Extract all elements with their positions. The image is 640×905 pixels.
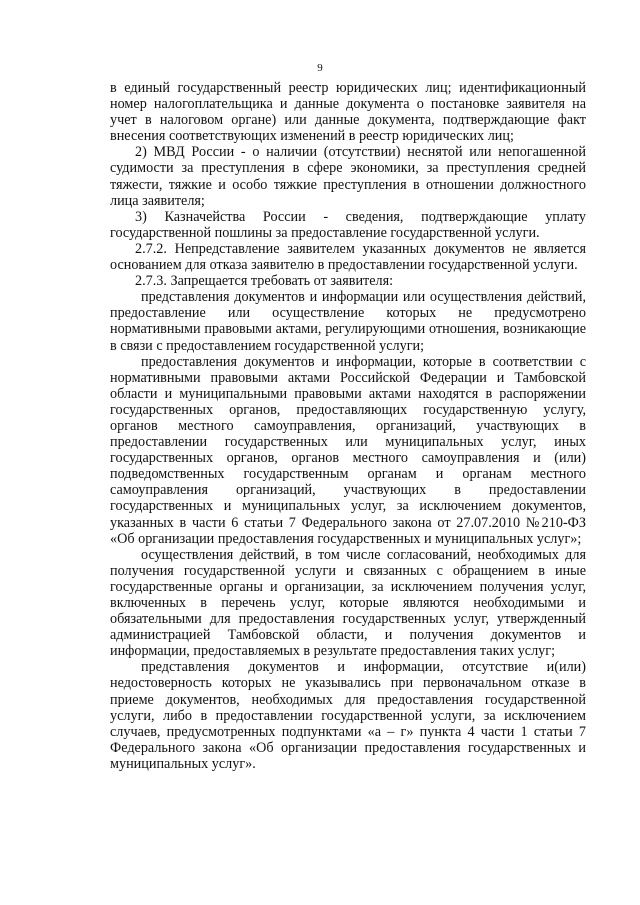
paragraph-prohibition-1: представления документов и информации или осуществления действий, предоставление или осуществление которых не предусмотрено нормативными правовыми актами, регулирующими отношения, возникающие в связи с предоставлением государственной услуги; bbox=[110, 289, 586, 354]
page-number: 9 bbox=[317, 62, 323, 74]
paragraph-prohibition-3: осуществления действий, в том числе согласований, необходимых для получения государственной услуги и связанных с обращением в иные государственные органы и организации, за исключением получения услуг, включенных в перечень услуг, которые являются необходимыми и обязательными для предоставления государственных услуг, утвержденный администрацией Тамбовской области, и получения документов и информации, предоставляемых в результате предоставления таких услуг; bbox=[110, 546, 586, 660]
paragraph-registry-data: в единый государственный реестр юридических лиц; идентификационный номер налогоплательщика и данные документа о постановке заявителя на учет в налоговом органе) или данные документа, подтверждающие факт внесения соответствующих изменений в реестр юридических лиц; bbox=[110, 80, 586, 145]
paragraph-prohibition-2: предоставления документов и информации, которые в соответствии с нормативными правовыми актами Российской Федерации и Тамбовской области и муниципальными правовыми актами находятся в распоряжении государственных органов, предоставляющих государственную услугу, органов местного самоуправления, организаций, участвующих в предоставлении государственных или муниципальных услуг, иных государственных органов, органов местного самоуправления и (или) подведомственных государственным органам и органам местного самоуправления организаций, участвующих в предоставлении государственных и муниципальных услуг, за исключением документов, указанных в части 6 статьи 7 Федерального закона от 27.07.2010 №210-ФЗ «Об организации предоставления государственных и муниципальных услуг»; bbox=[110, 353, 586, 547]
paragraph-mvd: 2) МВД России - о наличии (отсутствии) неснятой или непогашенной судимости за преступления в сфере экономики, за преступления средней тяжести, тяжкие и особо тяжкие преступления в отношении должностного лица заявителя; bbox=[110, 144, 586, 209]
paragraph-treasury: 3) Казначейства России - сведения, подтверждающие уплату государственной пошлины за предоставление государственной услуги. bbox=[110, 208, 586, 241]
paragraph-prohibition-4: представления документов и информации, отсутствие и(или) недостоверность которых не указывались при первоначальном отказе в приеме документов, необходимых для предоставления государственной услуги, либо в предоставлении государственной услуги, за исключением случаев, предусмотренных подпунктами «а – г» пункта 4 части 1 статьи 7 Федерального закона «Об организации предоставления государственных и муниципальных услуг». bbox=[110, 659, 586, 772]
document-body bbox=[110, 80, 586, 772]
paragraph-2-7-2: 2.7.2. Непредставление заявителем указанных документов не является основанием для отказа заявителю в предоставлении государственной услуги. bbox=[110, 240, 586, 274]
paragraph-2-7-3: 2.7.3. Запрещается требовать от заявителя: bbox=[135, 273, 394, 290]
